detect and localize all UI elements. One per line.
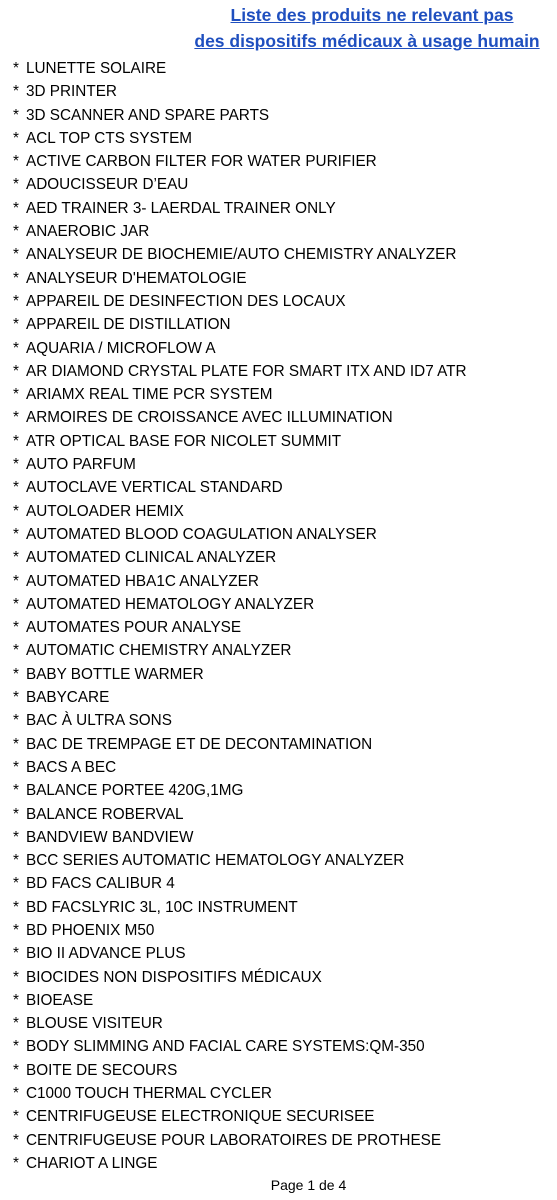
list-item-label: BABY BOTTLE WARMER: [26, 665, 204, 683]
list-item: [13, 476, 467, 499]
bullet-asterisk: *: [13, 269, 19, 287]
bullet-asterisk: *: [13, 409, 19, 427]
list-item-label: BIOCIDES NON DISPOSITIFS MÉDICAUX: [26, 968, 322, 986]
list-item: [13, 430, 467, 453]
bullet-asterisk: *: [13, 1061, 19, 1079]
list-item-label: LUNETTE SOLAIRE: [26, 60, 167, 77]
list-item-label: ANALYSEUR D'HEMATOLOGIE: [26, 269, 247, 287]
list-item: [13, 500, 467, 523]
bullet-asterisk: *: [13, 83, 19, 101]
bullet-asterisk: *: [13, 805, 19, 823]
list-item-label: BAC DE TREMPAGE ET DE DECONTAMINATION: [26, 735, 373, 753]
list-item-label: BIOEASE: [26, 991, 94, 1009]
bullet-asterisk: *: [13, 1085, 19, 1103]
list-item: [13, 243, 467, 266]
list-item: [13, 313, 467, 336]
list-item-label: APPAREIL DE DISTILLATION: [26, 316, 231, 334]
list-item-label: BD PHOENIX M50: [26, 921, 155, 939]
list-item-label: AUTOMATED HBA1C ANALYZER: [26, 572, 259, 590]
list-item: [13, 803, 467, 826]
list-item-label: ARMOIRES DE CROISSANCE AVEC ILLUMINATION: [26, 409, 393, 427]
list-item-label: ANALYSEUR DE BIOCHEMIE/AUTO CHEMISTRY ANALYZER: [26, 246, 457, 264]
bullet-asterisk: *: [13, 60, 19, 77]
list-item-label: ANAEROBIC JAR: [26, 223, 150, 241]
list-item-label: ATR OPTICAL BASE FOR NICOLET SUMMIT: [26, 432, 342, 450]
bullet-asterisk: *: [13, 549, 19, 567]
bullet-asterisk: *: [13, 502, 19, 520]
bullet-asterisk: *: [13, 1131, 19, 1149]
list-item: [13, 709, 467, 732]
list-item: [13, 406, 467, 429]
bullet-asterisk: *: [13, 525, 19, 543]
list-item-label: 3D SCANNER AND SPARE PARTS: [26, 106, 270, 124]
list-item: [13, 1035, 467, 1058]
list-item-label: AUTOMATES POUR ANALYSE: [26, 619, 242, 637]
list-item: [13, 663, 467, 686]
bullet-asterisk: *: [13, 176, 19, 194]
list-item: [13, 1129, 467, 1152]
list-item-label: AQUARIA / MICROFLOW A: [26, 339, 216, 357]
list-item: [13, 453, 467, 476]
bullet-asterisk: *: [13, 362, 19, 380]
bullet-asterisk: *: [13, 595, 19, 613]
list-item: [13, 57, 467, 80]
bullet-asterisk: *: [13, 129, 19, 147]
bullet-asterisk: *: [13, 642, 19, 660]
list-item-label: ARIAMX REAL TIME PCR SYSTEM: [26, 386, 273, 404]
list-item-label: AUTOMATED BLOOD COAGULATION ANALYSER: [26, 525, 377, 543]
list-item: [13, 383, 467, 406]
list-item: [13, 290, 467, 313]
list-item: [13, 127, 467, 150]
list-item: [13, 639, 467, 662]
list-item: [13, 267, 467, 290]
list-item: [13, 1012, 467, 1035]
list-item-label: BOITE DE SECOURS: [26, 1061, 178, 1079]
list-item-label: BABYCARE: [26, 689, 110, 707]
bullet-asterisk: *: [13, 1108, 19, 1126]
list-item-label: BAC À ULTRA SONS: [26, 712, 172, 730]
list-item: [13, 1059, 467, 1082]
list-item: [13, 173, 467, 196]
bullet-asterisk: *: [13, 316, 19, 334]
list-item: [13, 1082, 467, 1105]
bullet-asterisk: *: [13, 945, 19, 963]
bullet-asterisk: *: [13, 153, 19, 171]
bullet-asterisk: *: [13, 828, 19, 846]
list-item-label: AED TRAINER 3- LAERDAL TRAINER ONLY: [26, 199, 336, 217]
bullet-asterisk: *: [13, 968, 19, 986]
list-item: [13, 942, 467, 965]
bullet-asterisk: *: [13, 292, 19, 310]
list-item-label: BCC SERIES AUTOMATIC HEMATOLOGY ANALYZER: [26, 852, 405, 870]
list-item-label: AUTOLOADER HEMIX: [26, 502, 184, 520]
bullet-asterisk: *: [13, 921, 19, 939]
bullet-asterisk: *: [13, 1015, 19, 1033]
bullet-asterisk: *: [13, 479, 19, 497]
bullet-asterisk: *: [13, 456, 19, 474]
bullet-asterisk: *: [13, 782, 19, 800]
list-item: [13, 593, 467, 616]
list-item-label: BD FACSLYRIC 3L, 10C INSTRUMENT: [26, 898, 298, 916]
bullet-asterisk: *: [13, 432, 19, 450]
bullet-asterisk: *: [13, 1038, 19, 1056]
list-item-label: AUTOMATED HEMATOLOGY ANALYZER: [26, 595, 315, 613]
list-item-label: BLOUSE VISITEUR: [26, 1015, 163, 1033]
list-item-label: ACL TOP CTS SYSTEM: [26, 129, 193, 147]
list-item-label: BODY SLIMMING AND FACIAL CARE SYSTEMS:QM-350: [26, 1038, 425, 1056]
list-item-label: BALANCE ROBERVAL: [26, 805, 184, 823]
list-item: [13, 546, 467, 569]
list-item-label: AUTOMATIC CHEMISTRY ANALYZER: [26, 642, 292, 660]
bullet-asterisk: *: [13, 758, 19, 776]
bullet-asterisk: *: [13, 735, 19, 753]
list-item-label: AUTO PARFUM: [26, 456, 136, 474]
list-item: [13, 989, 467, 1012]
bullet-asterisk: *: [13, 619, 19, 637]
list-item: [13, 616, 467, 639]
list-item: [13, 919, 467, 942]
bullet-asterisk: *: [13, 875, 19, 893]
list-item: [13, 104, 467, 127]
bullet-asterisk: *: [13, 991, 19, 1009]
list-item-label: APPAREIL DE DESINFECTION DES LOCAUX: [26, 292, 346, 310]
document-title: [117, 2, 540, 54]
bullet-asterisk: *: [13, 572, 19, 590]
list-item: [13, 686, 467, 709]
title-line-1: Liste des produits ne relevant pas: [230, 5, 514, 25]
bullet-asterisk: *: [13, 199, 19, 217]
list-item-label: BD FACS CALIBUR 4: [26, 875, 175, 893]
bullet-asterisk: *: [13, 665, 19, 683]
list-item-label: BALANCE PORTEE 420G,1MG: [26, 782, 244, 800]
bullet-asterisk: *: [13, 223, 19, 241]
bullet-asterisk: *: [13, 712, 19, 730]
list-item-label: AUTOCLAVE VERTICAL STANDARD: [26, 479, 283, 497]
bullet-asterisk: *: [13, 689, 19, 707]
list-item-label: BACS A BEC: [26, 758, 117, 776]
bullet-asterisk: *: [13, 386, 19, 404]
list-item-label: 3D PRINTER: [26, 83, 117, 101]
list-item-label: C1000 TOUCH THERMAL CYCLER: [26, 1085, 272, 1103]
list-item: [13, 80, 467, 103]
list-item-label: AUTOMATED CLINICAL ANALYZER: [26, 549, 277, 567]
list-item: [13, 1105, 467, 1128]
bullet-asterisk: *: [13, 898, 19, 916]
list-item: [13, 733, 467, 756]
list-item: [13, 826, 467, 849]
list-item-label: ACTIVE CARBON FILTER FOR WATER PURIFIER: [26, 153, 377, 171]
list-item: [13, 849, 467, 872]
list-item: [13, 896, 467, 919]
bullet-asterisk: *: [13, 852, 19, 870]
list-item-label: AR DIAMOND CRYSTAL PLATE FOR SMART ITX AND ID7 ATR: [26, 362, 467, 380]
list-item-label: CENTRIFUGEUSE ELECTRONIQUE SECURISEE: [26, 1108, 375, 1126]
bullet-asterisk: *: [13, 339, 19, 357]
list-item-label: BANDVIEW BANDVIEW: [26, 828, 194, 846]
title-line-2: des dispositifs médicaux à usage humain: [194, 31, 540, 51]
list-item: [13, 523, 467, 546]
list-item: [13, 337, 467, 360]
page-footer: Page 1 de 4: [270, 1177, 347, 1193]
list-item: [13, 360, 467, 383]
list-item: [13, 1152, 467, 1175]
list-item-label: CHARIOT A LINGE: [26, 1154, 158, 1172]
list-item: [13, 779, 467, 802]
list-item: [13, 220, 467, 243]
list-item: [13, 756, 467, 779]
list-item: [13, 150, 467, 173]
list-item: [13, 872, 467, 895]
bullet-asterisk: *: [13, 246, 19, 264]
bullet-asterisk: *: [13, 106, 19, 124]
list-item: [13, 966, 467, 989]
list-item-label: CENTRIFUGEUSE POUR LABORATOIRES DE PROTHESE: [26, 1131, 442, 1149]
list-item-label: BIO II ADVANCE PLUS: [26, 945, 186, 963]
bullet-asterisk: *: [13, 1154, 19, 1172]
list-item: [13, 570, 467, 593]
list-item: [13, 197, 467, 220]
product-list: [13, 57, 467, 1175]
list-item-label: ADOUCISSEUR D’EAU: [26, 176, 189, 194]
